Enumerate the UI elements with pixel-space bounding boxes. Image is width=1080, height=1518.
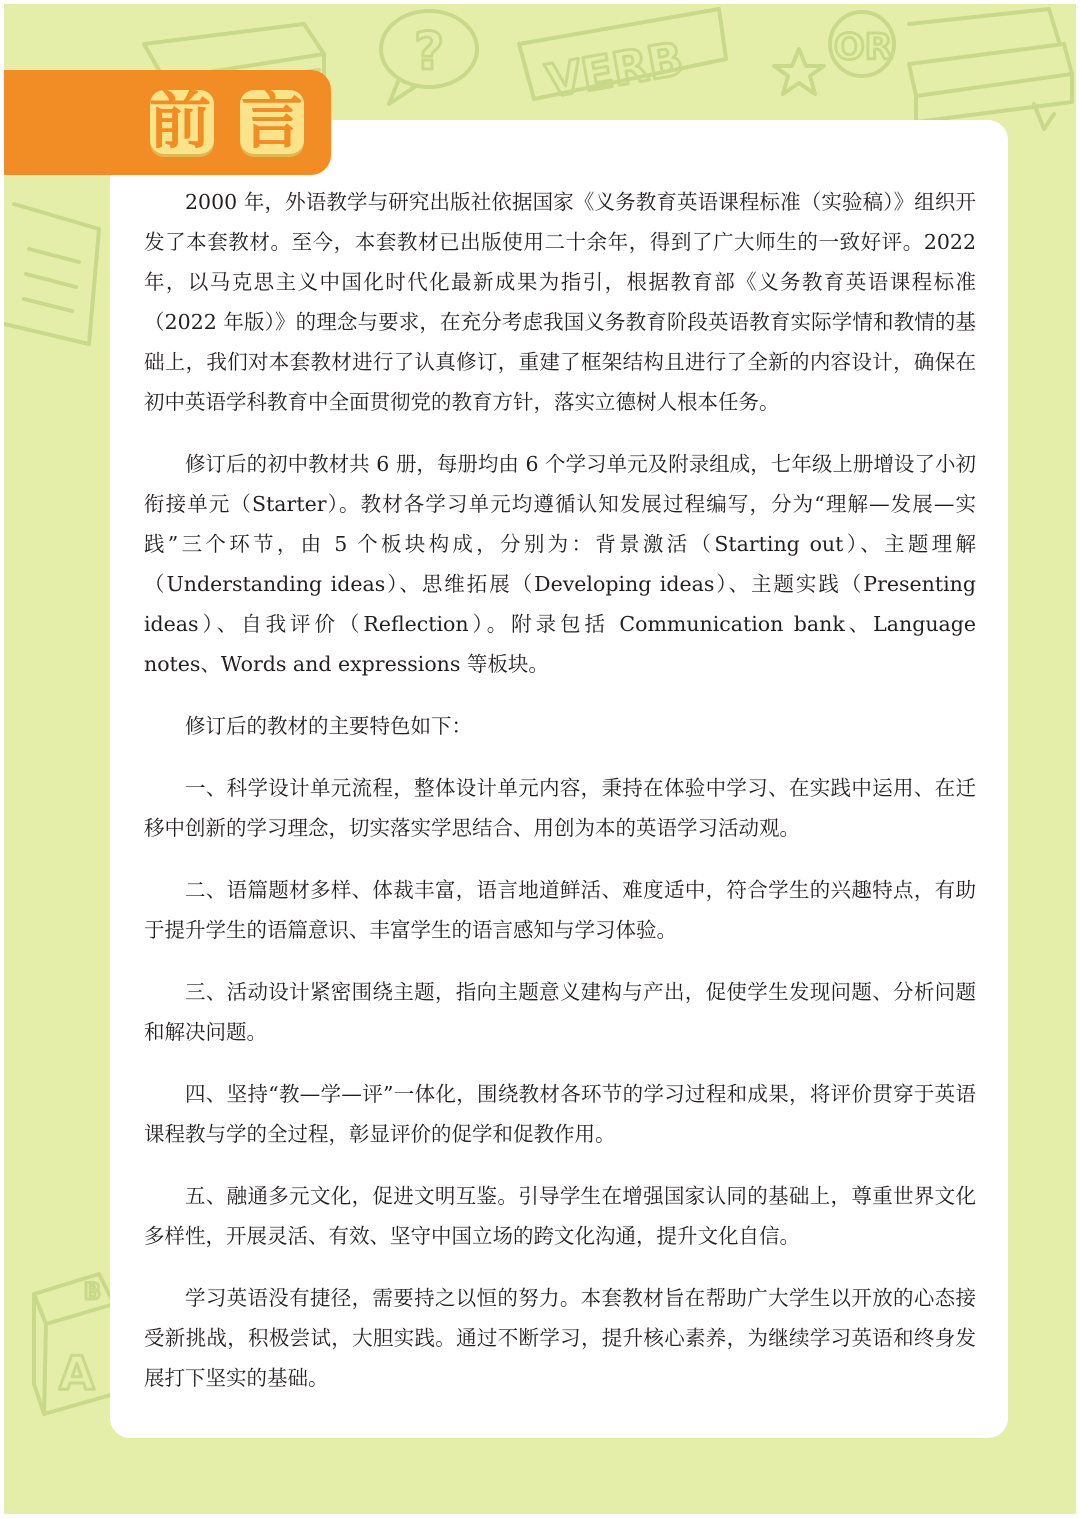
page-title: 前言 [149, 84, 334, 157]
preface-body [144, 182, 976, 1420]
paragraph: 修订后的教材的主要特色如下： [185, 714, 472, 738]
title-tab [4, 70, 334, 175]
paragraph: 五、融通多元文化，促进文明互鉴。引导学生在增强国家认同的基础上，尊重世界文化多样性，开展灵活、有效、坚守中国立场的跨文化沟通，提升文化自信。 [144, 1184, 976, 1248]
paragraph: 三、活动设计紧密围绕主题，指向主题意义建构与产出，促使学生发现问题、分析问题和解决问题。 [144, 980, 976, 1044]
verb-banner-doodle [519, 9, 726, 108]
verb-doodle-text: VERB [542, 31, 687, 109]
notebook-doodle-left [4, 204, 99, 344]
or-doodle [830, 12, 894, 76]
paragraph: 修订后的初中教材共 6 册，每册均由 6 个学习单元及附录组成，七年级上册增设了小初衔接单元（Starter）。教材各学习单元均遵循认知发展过程编写，分为“理解—发展—实践”三个环节，由 5 个板块构成，分别为：背景激活（Starting out）、主题理解（Understanding ideas）、思维拓展（Developing ideas）、主题实践（Presenting ideas）、自我评价（Reflection）。附录包括 Communication bank、Language notes、Words and expressions 等板块。 [144, 452, 976, 676]
question-mark-doodle: ? [414, 22, 445, 82]
letter-block-doodle [34, 1274, 114, 1414]
letter-a-doodle: A [59, 1346, 95, 1400]
star-doodle [774, 49, 824, 94]
paragraph: 一、科学设计单元流程，整体设计单元内容，秉持在体验中学习、在实践中运用、在迁移中创新的学习理念，切实落实学思结合、用创为本的英语学习活动观。 [144, 776, 976, 840]
books-doodle-top-right [909, 9, 1072, 129]
or-doodle-text: OR [834, 27, 893, 68]
paragraph: 学习英语没有捷径，需要持之以恒的努力。本套教材旨在帮助广大学生以开放的心态接受新挑战，积极尝试，大胆实践。通过不断学习，提升核心素养，为继续学习英语和终身发展打下坚实的基础。 [144, 1286, 976, 1390]
question-bubble-doodle [381, 11, 477, 104]
paragraph: 四、坚持“教—学—评”一体化，围绕教材各环节的学习过程和成果，将评价贯穿于英语课程教与学的全过程，彰显评价的促学和促教作用。 [144, 1082, 976, 1146]
letter-b-doodle: B [84, 1280, 101, 1305]
paragraph: 二、语篇题材多样、体裁丰富，语言地道鲜活、难度适中，符合学生的兴趣特点，有助于提升学生的语篇意识、丰富学生的语言感知与学习体验。 [144, 878, 976, 942]
paragraph: 2000 年，外语教学与研究出版社依据国家《义务教育英语课程标准（实验稿）》组织开发了本套教材。至今，本套教材已出版使用二十余年，得到了广大师生的一致好评。2022 年，以马克思主义中国化时代化最新成果为指引，根据教育部《义务教育英语课程标准（2022 年版）》的理念与要求，在充分考虑我国义务教育阶段英语教育实际学情和教情的基础上，我们对本套教材进行了认真修订，重建了框架结构且进行了全新的内容设计，确保在初中英语学科教育中全面贯彻党的教育方针，落实立德树人根本任务。 [144, 190, 976, 414]
